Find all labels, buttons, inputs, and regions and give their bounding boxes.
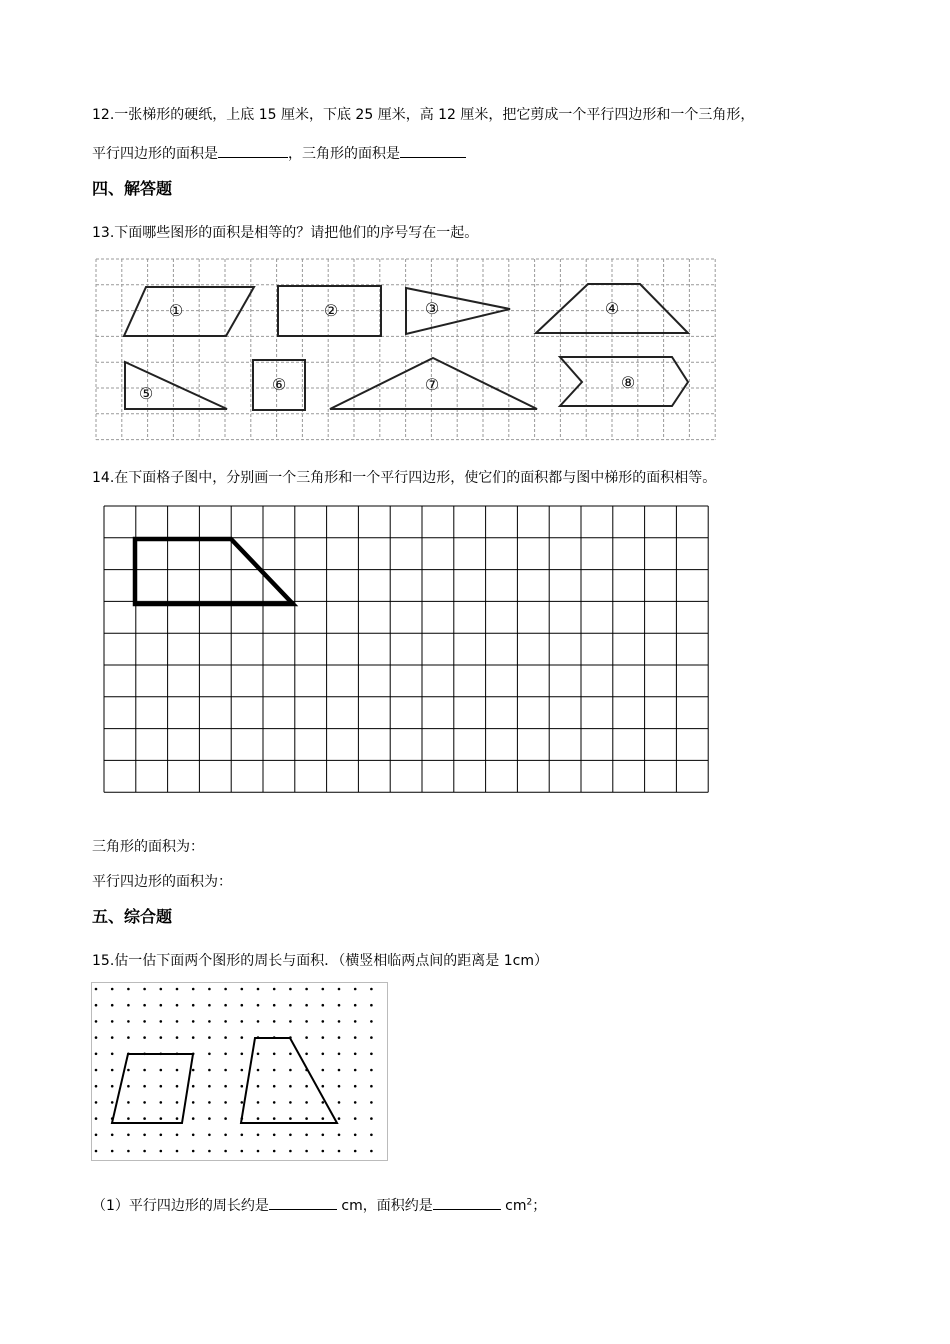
q15-perimeter-answer-blank[interactable]: [269, 1195, 337, 1210]
q13-label-6: ⑥: [271, 375, 287, 394]
q13-text: 13.下面哪些图形的面积是相等的？请把他们的序号写在一起。: [92, 225, 479, 241]
q13-label-8: ⑧: [620, 373, 636, 392]
q15-text: 15.估一估下面两个图形的周长与面积．（横竖相临两点间的距离是 1cm）: [92, 953, 548, 969]
q15-area-answer-blank[interactable]: [433, 1195, 501, 1210]
q14-parallelogram-area-label: 平行四边形的面积为：: [92, 874, 232, 890]
q15-parallelogram: [112, 1054, 193, 1123]
q15-part1: [92, 1195, 546, 1215]
q15-trapezoid: [241, 1038, 337, 1123]
q15-part1-area-label: cm，面积约是: [336, 1198, 433, 1214]
section-5-title: 五、综合题: [92, 907, 173, 926]
q13-label-2: ②: [323, 301, 339, 320]
q13-label-3: ③: [424, 299, 440, 318]
section-4-title: 四、解答题: [92, 179, 173, 198]
q15-unit-exponent: 2: [526, 1197, 533, 1208]
q12-triangle-answer-blank[interactable]: [400, 143, 466, 158]
q15-part1-end: ；: [532, 1198, 547, 1214]
q13-label-7: ⑦: [424, 375, 440, 394]
q12-parallelogram-answer-blank[interactable]: [218, 143, 288, 158]
q14-triangle-area-label: 三角形的面积为：: [92, 839, 204, 855]
q14-drawing-grid[interactable]: [103, 505, 709, 795]
q14-text: 14.在下面格子图中，分别画一个三角形和一个平行四边形，使它们的面积都与图中梯形的面积相等。: [92, 470, 717, 486]
q13-shapes-figure: [90, 254, 720, 442]
q12-line1: 12.一张梯形的硬纸，上底 15 厘米，下底 25 厘米，高 12 厘米，把它剪成一个平行四边形和一个三角形，: [92, 107, 755, 123]
q13-label-5: ⑤: [138, 384, 154, 403]
q13-label-4: ④: [604, 299, 620, 318]
q13-shape-parallelogram-1: [124, 287, 254, 336]
q13-label-1: ①: [168, 301, 184, 320]
q15-part1-perimeter-label: （1）平行四边形的周长约是: [92, 1198, 269, 1214]
q12-parallelogram-label: 平行四边形的面积是: [92, 146, 218, 162]
q12-triangle-label: ，三角形的面积是: [288, 146, 400, 162]
q14-trapezoid: [135, 539, 293, 604]
q15-unit-cm: cm: [500, 1198, 527, 1214]
q12-line2: [92, 143, 466, 163]
q15-dot-grid-figure: [91, 982, 389, 1162]
